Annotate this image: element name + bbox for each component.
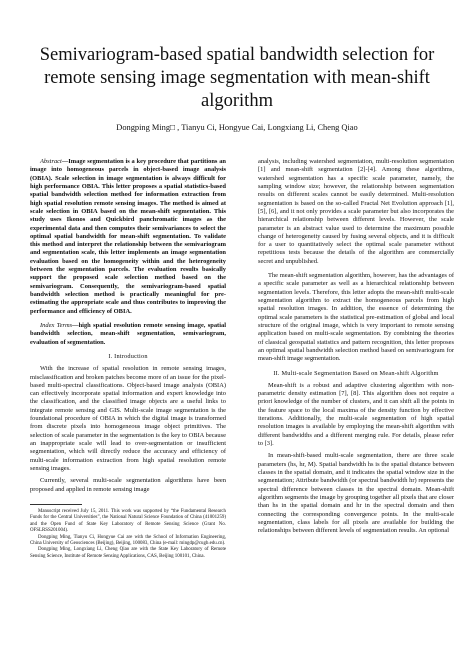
abstract-paragraph <box>30 158 226 316</box>
footnote-affiliation-2: Dongping Ming, Longxiang Li, Cheng Qiao are with the State Key Laboratory of Remote Sensing Science, Institute of Remote Sensing Applications, CAS, Beijing 100101, China. <box>30 547 226 559</box>
index-terms-text: —high spatial resolution remote sensing image, spatial bandwidth selection, mean-shift segmentation, semivariogram, evaluation of segmentation. <box>30 321 226 346</box>
intro-paragraph-mean-shift: The mean-shift segmentation algorithm, however, has the advantages of a specific scale parameter as well as a hierarchical relationship between segmentation levels. Therefore, this letter adopts the mean-shift multi-scale segmentation algorithm to extract the homogeneous parcels from high spatial resolution images. In addition, the essence of determining the optimal scale parameters is the statistical pre-estimation of global and local structure of the original image, which is very important to remote sensing application based on multi-scale segmentation. By combining the theories of classical geospatial statistics and pattern recognition, this letter proposes an optimal spatial bandwidth selection method based on semivariogram for mean-shift image segmentation. <box>258 272 454 363</box>
footnote-affiliation-1: Dongping Ming, Tianyu Ci, Hongyue Cai are with the School of Information Engineering, China University of Geosciences (Beijing), Beijing, 100083, China (e-mail: mingdp@cugb.edu.cn). <box>30 534 226 546</box>
index-terms-paragraph <box>30 322 226 347</box>
paper-title: Semivariogram-based spatial bandwidth selection for remote sensing image segmentation with mean-shift algorithm <box>39 45 435 111</box>
right-column <box>258 158 454 535</box>
author-list: Dongping Ming□ , Tianyu Ci, Hongyue Cai, Longxiang Li, Cheng Qiao <box>116 123 358 132</box>
footnote-rule <box>30 504 82 505</box>
abstract-text: —Image segmentation is a key procedure that partitions an image into homogeneous parcels in object-based image analysis (OBIA). Scale selection in image segmentation is always difficult for high performance OBIA. This letter proposes a spatial statistics-based spatial bandwidth selection method for information extraction from high spatial resolution remote sensing images. The method is aimed at scale selection in OBIA based on the mean-shift segmentation. This study uses Ikonos and Quickbird panchromatic images as the experimental data and then computes their semivariances to select the optimal spatial bandwidth for mean-shift segmentation. To validate this method and interpret the relationship between the semivariogram and segmentation scale, this letter implements an image segmentation evaluation based on the homogeneity within and the heterogeneity between the segmentation parcels. The evaluation results basically support the proposed scale selection method based on the semivariogram. Consequently, the semivariogram-based spatial bandwidth selection method is practically meaningful for pre-estimating the appropriate scale and thus contributes to improving the performance and efficiency of OBIA. <box>30 158 226 315</box>
section-heading-introduction: I. Introduction <box>108 352 148 360</box>
index-terms-lead: Index Terms <box>40 321 73 329</box>
intro-paragraph-continued: analysis, including watershed segmentation, multi-resolution segmentation [1] and mean-shift segmentation [2]-[4]. Among these algorithms, watershed segmentation has a specific scale parameter, namely, the sampling window size; however, the relationship between segmentation results on different scales cannot be easily determined. Multi-resolution segmentation is based on the so-called Fractal Net Evolution approach [1], [5], [6], and it not only provides a scale parameter but also incorporates the hierarchical relationship between different levels. However, the scale parameter is an abstract value used to determine the maximum possible change of heterogeneity caused by fusing several objects, and it is difficult for a user to quantitatively select the optimal scale parameter without repetitious tests because the details of the algorithm are commercially secret and unpublished. <box>258 158 454 265</box>
footnote-manuscript: Manuscript received July 15, 2011. This work was supported by “the Fundamental Research Funds for the Central Universities”, the National Natural Science Foundation of China (41001259) and the Open Fund of State Key Laboratory of Remote Sensing Science (Grant No. OFSLRSS201004). <box>30 508 226 534</box>
section-heading-mean-shift: II. Multi-scale Segmentation Based on Mean-shift Algorithm <box>273 369 439 377</box>
abstract-lead: Abstract <box>40 158 62 165</box>
mean-shift-paragraph-2: In mean-shift-based multi-scale segmentation, there are three scale parameters (hs, hr, M). Spatial bandwidth hs is the spatial distance between classes in the spatial domain, and it indicates the spatial window size in the segmentation; Attribute bandwidth (or spectral bandwidth hr) represents the spectral difference between classes in the spectral domain. Mean-shift algorithm segments the image by grouping together all pixels that are closer than hs in the spatial domain and hr in the spectral domain and then connecting the corresponding convergence points. In the multi-scale segmentation, class labels for all pixels are available for building the relationships between different levels of segmentation results. An optional <box>258 452 454 535</box>
left-column <box>30 158 226 560</box>
intro-paragraph-2: Currently, several multi-scale segmentation algorithms have been proposed and applied in remote sensing image <box>30 477 226 493</box>
intro-paragraph-1: With the increase of spatial resolution in remote sensing images, misclassification and broken patches become more of an issue for the pixel-based multi-spectral classifications. Object-based image analysis (OBIA) can effectively incorporate spatial information and expert knowledge into the classification, and the classified image objects are a useful links to integrate remote sensing and GIS. Multi-scale image segmentation is the foundational procedure of OBIA in which the digital image is transformed from discrete pixels into homogeneous image object primitives. The selection of scale parameter in the segmentation is the key to OBIA because an inappropriate scale will lead to over-segmentation or insufficient segmentation, which will directly reduce the accuracy and efficiency of multi-scale information extraction from high spatial resolution remote sensing images. <box>30 365 226 472</box>
mean-shift-paragraph-1: Mean-shift is a robust and adaptive clustering algorithm with non-parametric density estimation [7], [8]. This algorithm does not require a priori knowledge of the number of clusters, and it can shift all the points in the feature space to the local maxima of the density function by effective iterations. Additionally, the multi-scale segmentation of high spatial resolution images is available by employing the mean-shift algorithm with different bandwidths and a different merging rule. For details, please refer to [3]. <box>258 381 454 447</box>
